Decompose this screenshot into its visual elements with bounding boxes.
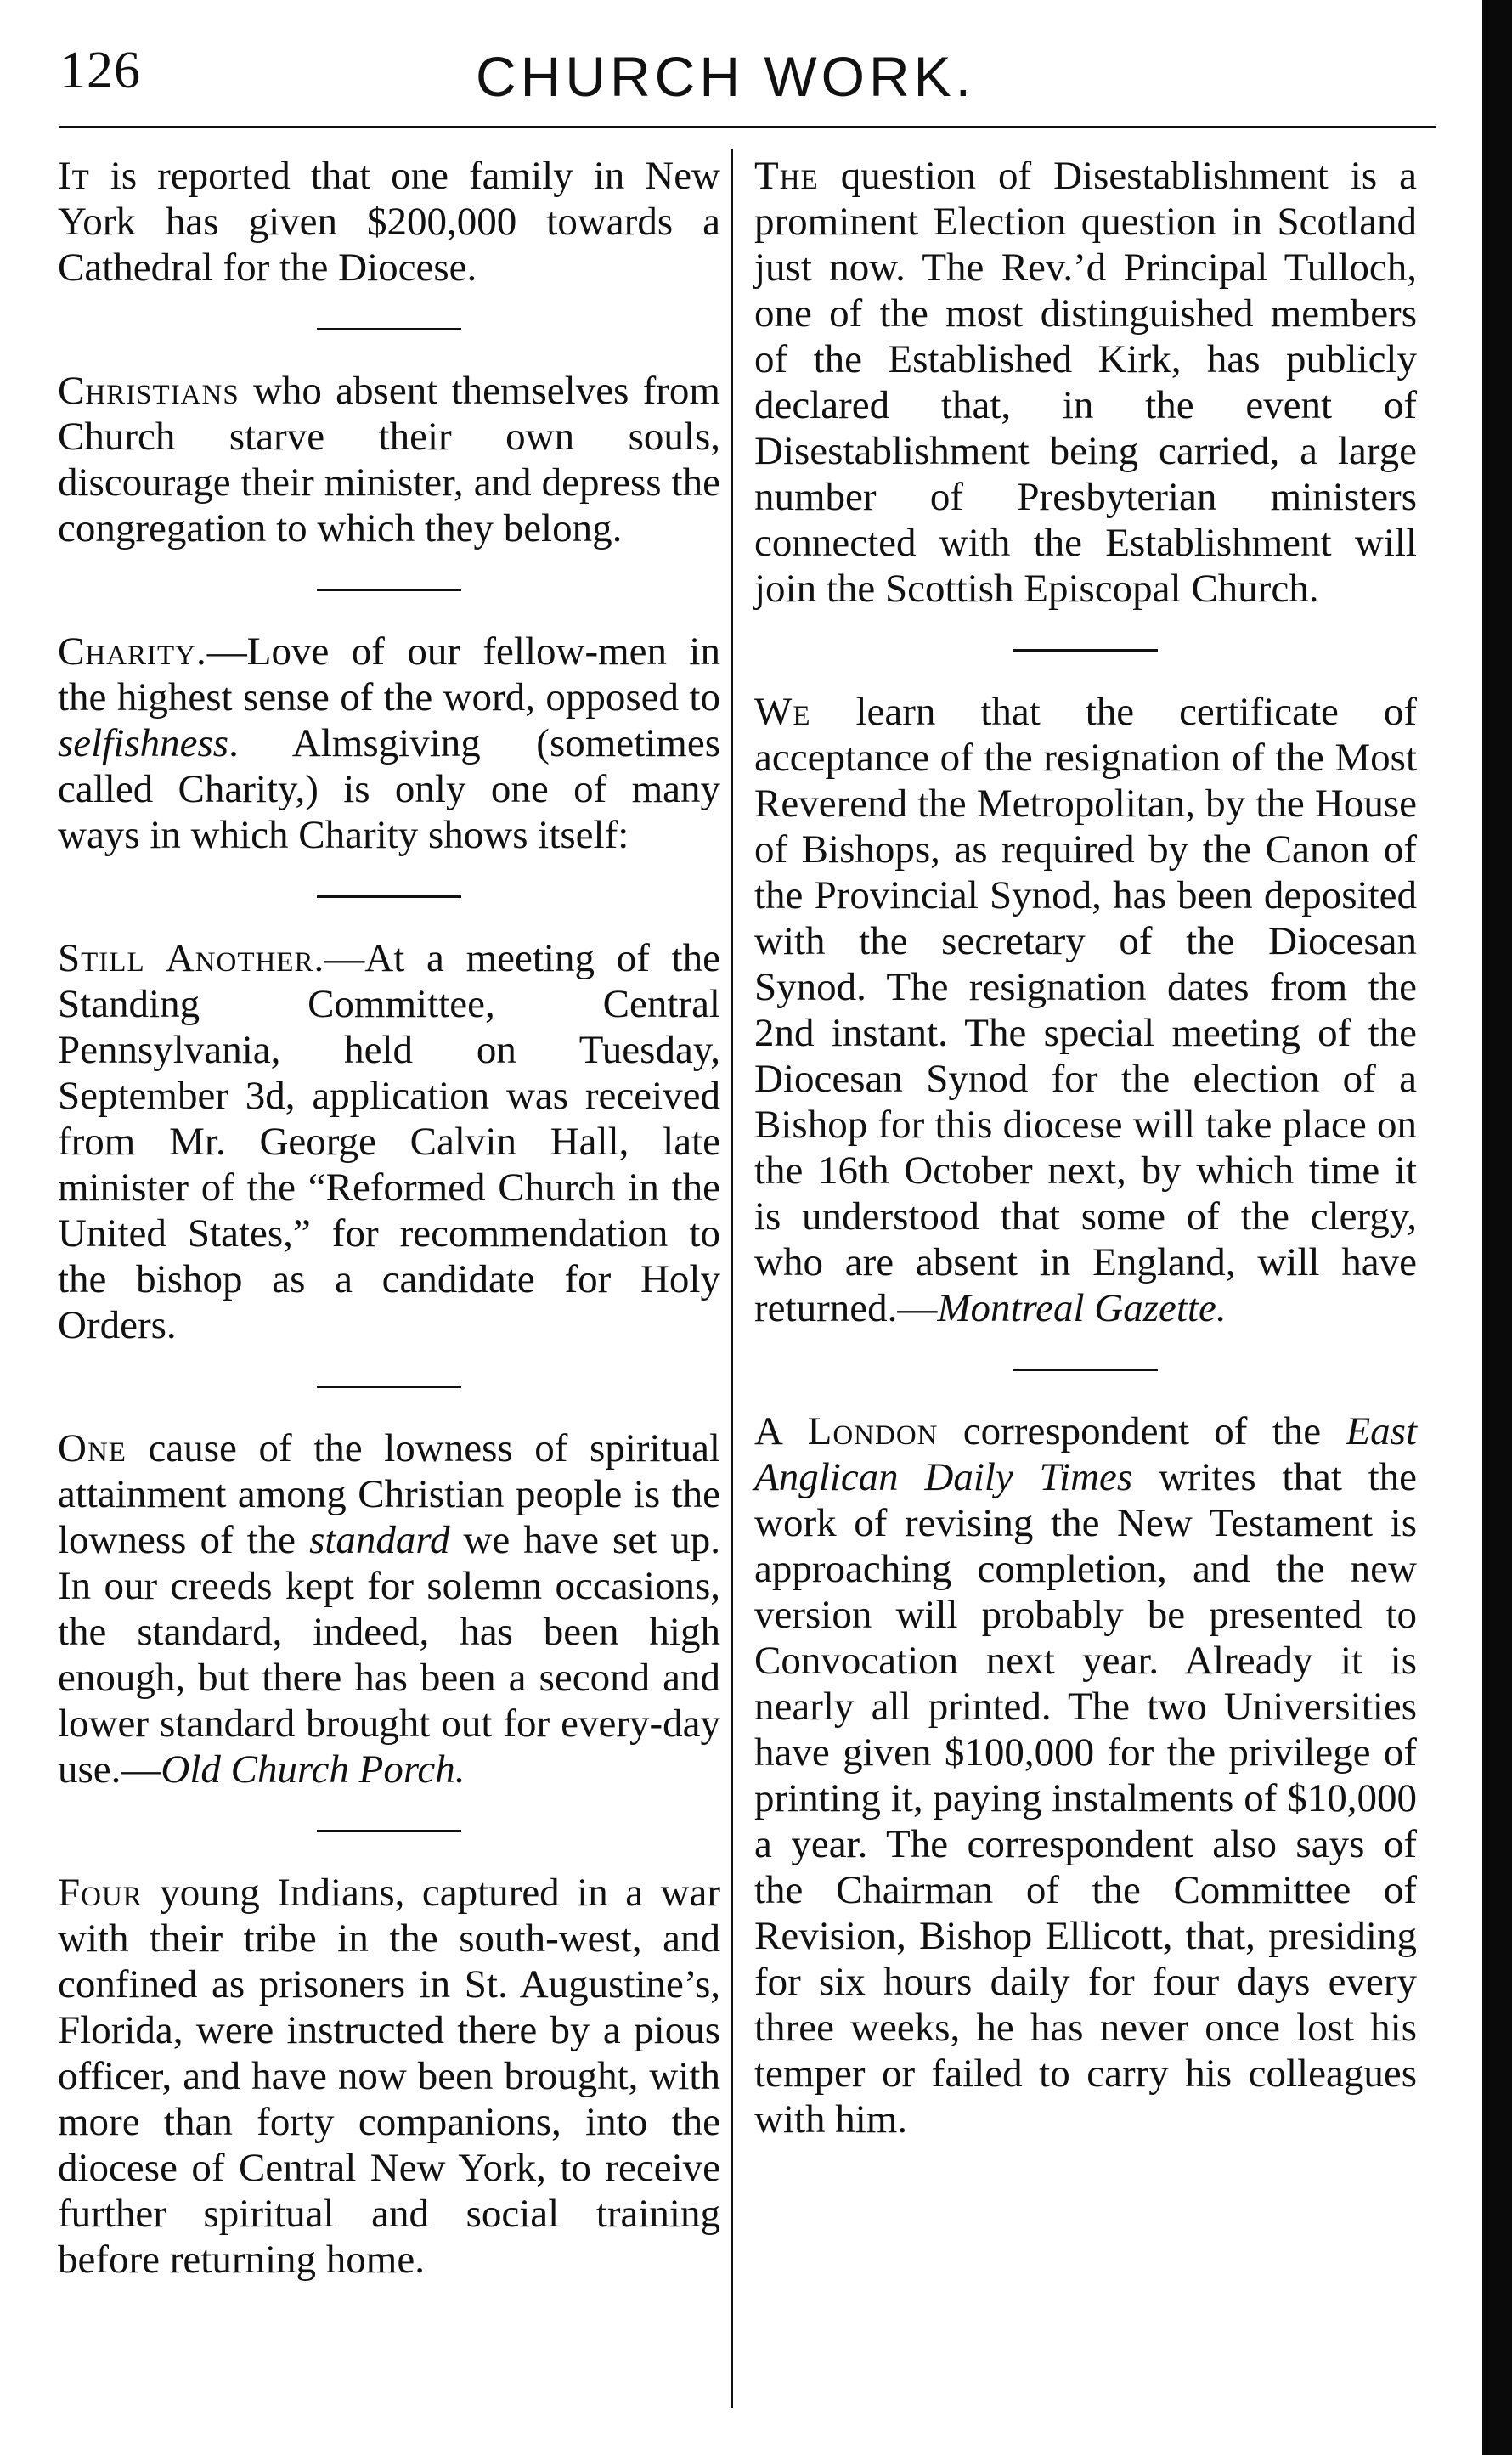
article-separator <box>1013 1369 1158 1371</box>
article-paragraph <box>754 689 1417 1331</box>
header-rule <box>59 126 1436 128</box>
body-text: we have set up. In our creeds kept for solemn occasions, the standard, indeed, has been high enough, but there has been a second and lower standard brought out for every-day use.— <box>58 1518 721 1792</box>
body-text: correspondent of the <box>938 1409 1346 1453</box>
body-text: . Almsgiving (sometimes called Charity,) is only one of many ways in which Charity shows itself: <box>58 721 720 857</box>
article-paragraph <box>58 1425 720 1792</box>
article-lead-word: We <box>754 690 811 734</box>
article-paragraph <box>58 368 720 551</box>
body-text: who absent themselves from Church starve their own souls, discourage their minister, and depress the congregation to which they belong. <box>58 369 720 550</box>
body-text: young Indians, captured in a war with their tribe in the south-west, and confined as prisoners in St. Augustine’s, Florida, were instructed there by a pious officer, and have now been brought, with more than forty companions, into the diocese of Central New York, to receive further spiritual and social training before returning home. <box>58 1871 720 2282</box>
body-text: cause of the lowness of spiritual attainment among Christian people is the lowness of the <box>58 1426 720 1562</box>
article-paragraph <box>58 935 720 1348</box>
article-separator <box>317 328 461 330</box>
body-text: —Love of our fellow-men in the highest sense of the word, opposed to <box>58 629 720 720</box>
body-text: —At a meeting of the Standing Committee, Central Pennsylvania, held on Tuesday, September 3d, application was received from Mr. George Calvin Hall, late minister of the “Reformed Church in the United States,” for recommendation to the bishop as a candidate for Holy Orders. <box>58 936 720 1347</box>
article-paragraph <box>754 1408 1417 2142</box>
article-separator <box>1013 649 1158 652</box>
article-paragraph <box>58 629 720 858</box>
italic-text: selfishness <box>58 721 229 765</box>
body-text: learn that the certificate of acceptance of the resignation of the Most Reverend the Metropolitan, by the House of Bishops, as required by the Canon of the Provincial Synod, has been deposited with the secretary of the Diocesan Synod. The resignation dates from the 2nd instant. The special meeting of the Diocesan Synod for the election of a Bishop for this diocese will take place on the 16th October next, by which time it is understood that some of the clergy, who are absent in England, will have returned.— <box>754 690 1417 1330</box>
running-head-title: CHURCH WORK. <box>476 45 975 108</box>
italic-text: Old Church Porch. <box>161 1747 465 1792</box>
page-edge-shadow <box>1482 0 1512 2455</box>
italic-text: East Anglican Daily Times <box>754 1409 1417 1499</box>
left-column <box>58 153 720 2283</box>
body-text: writes that the work of revising the New Testament is approaching completion, and the new version will probably be presented to Convocation next year. Already it is nearly all printed. The two Universities have given $100,000 for the privilege of printing it, paying instalments of $10,000 a year. The correspondent also says of the Chairman of the Committee of Revision, Bishop Ellicott, that, presiding for six hours daily for four days every three weeks, he has never once lost his temper or failed to carry his colleagues with him. <box>754 1455 1417 2142</box>
page-number: 126 <box>59 42 141 99</box>
article-lead-word: Still Another. <box>58 936 325 980</box>
article-separator <box>317 1386 461 1388</box>
body-text: question of Disestablishment is a prominent Election question in Scotland just now. The Rev.’d Principal Tulloch, one of the most distinguished members of the Established Kirk, has publicly declared that, in the event of Disestablishment being carried, a large number of Presbyterian ministers connected with the Establishment will join the Scottish Episcopal Church. <box>754 154 1417 611</box>
right-column <box>754 153 1417 2142</box>
article-separator <box>317 895 461 898</box>
article-separator <box>317 589 461 591</box>
article-paragraph <box>754 153 1417 612</box>
body-text: is reported that one family in New York has given $200,000 towards a Cathedral for the Diocese. <box>58 154 720 290</box>
article-lead-word: Four <box>58 1871 143 1915</box>
article-lead-word: It <box>58 154 90 198</box>
article-lead-word: Christians <box>58 369 240 413</box>
italic-text: standard <box>309 1518 450 1562</box>
article-lead-word: Charity. <box>58 629 207 674</box>
article-paragraph <box>58 1870 720 2283</box>
article-lead-word: A London <box>754 1409 939 1453</box>
article-lead-word: One <box>58 1426 127 1470</box>
column-divider <box>731 149 733 2408</box>
article-separator <box>317 1830 461 1832</box>
article-lead-word: The <box>754 154 819 198</box>
italic-text: Montreal Gazette. <box>937 1286 1227 1330</box>
article-paragraph <box>58 153 720 291</box>
